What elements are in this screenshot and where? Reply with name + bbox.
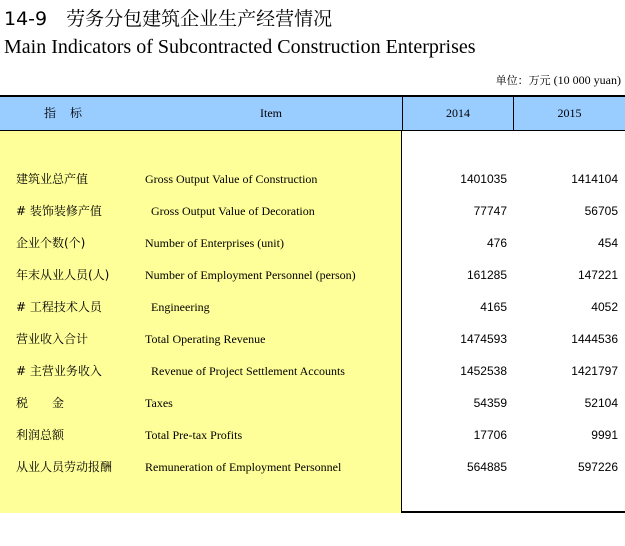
header-indicator: 指标 (43, 106, 96, 120)
table-row (0, 355, 625, 387)
value-2015: 454 (597, 236, 618, 250)
row-label-cn: 税 金 (16, 396, 65, 410)
row-label-en: Total Operating Revenue (145, 332, 266, 346)
table-header (0, 97, 625, 131)
value-2014: 564885 (466, 460, 507, 474)
row-label-en: Number of Employment Personnel (person) (145, 268, 356, 282)
table-row (0, 259, 625, 291)
value-2014: 54359 (473, 396, 507, 410)
value-2014: 161285 (466, 268, 507, 282)
value-2014: 4165 (480, 300, 507, 314)
unit-note (496, 72, 621, 88)
row-label-en: Taxes (145, 396, 173, 410)
row-label-cn: 年末从业人员(人) (16, 268, 110, 282)
value-2015: 56705 (584, 204, 618, 218)
row-label-en: Gross Output Value of Construction (145, 172, 318, 186)
table-row (0, 195, 625, 227)
row-label-en: Total Pre-tax Profits (145, 428, 243, 442)
row-label-cn: # 主营业务收入 (16, 364, 102, 378)
page-title-cn: 14-9 劳务分包建筑企业生产经营情况 (4, 8, 333, 30)
value-2014: 77747 (473, 204, 507, 218)
table-row (0, 227, 625, 259)
table-row (0, 451, 625, 483)
value-2014: 17706 (473, 428, 507, 442)
table-row (0, 419, 625, 451)
value-2015: 1444536 (571, 332, 618, 346)
value-2015: 1421797 (571, 364, 618, 378)
indicators-table (0, 95, 625, 513)
value-2015: 9991 (591, 428, 618, 442)
value-2014: 1452538 (460, 364, 507, 378)
unit-en: (10 000 yuan) (550, 73, 621, 87)
value-2015: 4052 (591, 300, 618, 314)
table-row (0, 291, 625, 323)
row-label-cn: 营业收入合计 (16, 332, 89, 346)
table-row (0, 163, 625, 195)
value-2014: 476 (486, 236, 507, 250)
row-label-en: Revenue of Project Settlement Accounts (151, 364, 345, 378)
row-label-en: Engineering (151, 300, 210, 314)
page-title-en: Main Indicators of Subcontracted Construction Enterprises (4, 36, 476, 58)
table-row (0, 323, 625, 355)
row-label-en: Remuneration of Employment Personnel (145, 460, 342, 474)
value-2015: 1414104 (571, 172, 618, 186)
value-2015: 147221 (577, 268, 618, 282)
row-label-cn: # 工程技术人员 (16, 300, 102, 314)
value-2015: 597226 (577, 460, 618, 474)
row-label-cn: # 装饰装修产值 (16, 204, 102, 218)
table-row (0, 387, 625, 419)
row-label-cn: 建筑业总产值 (16, 172, 89, 186)
row-label-cn: 企业个数(个) (16, 236, 86, 250)
value-2014: 1474593 (460, 332, 507, 346)
row-label-en: Gross Output Value of Decoration (151, 204, 315, 218)
row-label-en: Number of Enterprises (unit) (145, 236, 284, 250)
row-label-cn: 利润总额 (16, 428, 65, 442)
unit-cn: 单位：万元 (495, 74, 551, 87)
value-2014: 1401035 (460, 172, 507, 186)
header-item: Item (260, 106, 282, 120)
row-label-cn: 从业人员劳动报酬 (16, 460, 113, 474)
header-year-2014: 2014 (402, 97, 514, 130)
value-2015: 52104 (584, 396, 618, 410)
header-year-2015: 2015 (557, 106, 582, 120)
